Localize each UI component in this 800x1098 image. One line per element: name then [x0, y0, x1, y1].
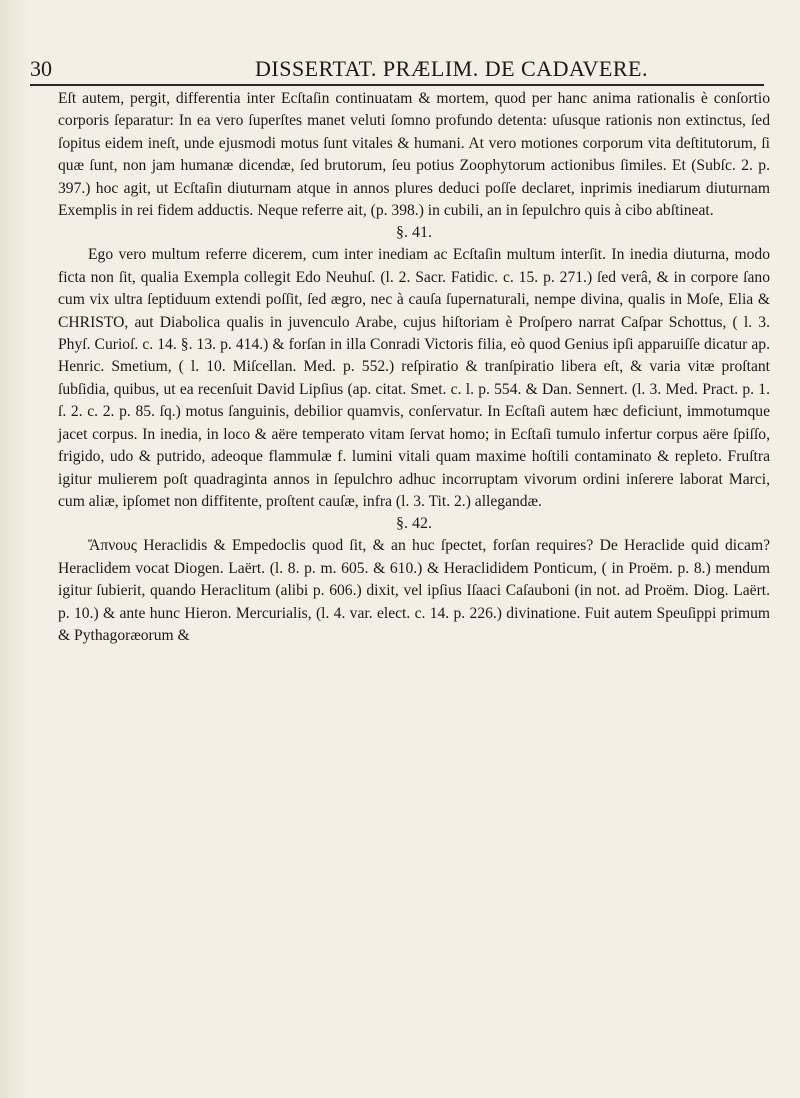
page-gutter-shadow [0, 0, 28, 1098]
section-heading-41: §. 41. [396, 224, 432, 242]
body-text [58, 88, 770, 647]
running-head [30, 56, 764, 86]
paragraph-3: Ἄπνους Heraclidis & Empedoclis quod ſit, & an huc ſpectet, forſan requires? De Heraclide quid dicam? Heraclidem vocat Diogen. Laërt. (l. 8. p. m. 605. & 610.) & Heraclididem Ponticum, ( in Proëm. p. 8.) mendum igitur ſubierit, quando Heraclitum (alibi p. 606.) dixit, vel ipſius Iſaaci Caſauboni (in not. ad Proëm. Diog. Laërt. p. 10.) & ante hunc Hieron. Mercurialis, (l. 4. var. elect. c. 14. p. 226.) divinatione. Fuit autem Speuſippi primum & Pythagoræorum & [58, 537, 770, 644]
running-title: DISSERTAT. PRÆLIM. DE CADAVERE. [255, 56, 648, 81]
paragraph-2: Ego vero multum referre dicerem, cum inter inediam ac Ecſtaſin multum interſit. In inedia diuturna, modo ficta non ſit, qualia Exempla collegit Edo Neuhuſ. (l. 2. Sacr. Fatidic. c. 15. p. 271.) ſed verâ, & in corpore ſano cum vix ultra ſeptiduum extendi poſſit, ſed ægro, nec à cauſa ſupernaturali, nempe divina, qualis in Moſe, Elia & CHRISTO, aut Diabolica qualis in juvenculo Arabe, cujus hiſtoriam è Proſpero narrat Caſpar Schottus, ( l. 3. Phyſ. Curioſ. c. 14. §. 13. p. 414.) & forſan in illa Conradi Victoris filia, eò quod Genius ipſi apparuiſſe dicatur ap. Henric. Smetium, ( l. 10. Miſcellan. Med. p. 552.) reſpiratio & tranſpiratio libera eſt, & varia vitæ proſtant ſubſidia, quibus, ut ea recenſuit David Lipſius (ap. citat. Smet. c. l. p. 554. & Dan. Sennert. (l. 3. Med. Pract. p. 1. ſ. 2. c. 2. p. 85. ſq.) motus ſanguinis, debilior quamvis, conſervatur. In Ecſtaſi autem hæc deficiunt, immotumque jacet corpus. In inedia, in loco & aëre temperato vitam ſervat homo; in Ecſtaſi tumulo infertur corpus aëre ſpiſſo, frigido, udo & putrido, adeoque flammulæ f. lumini vitali quam maxime hoſtili contaminato & repleto. Fruſtra igitur mulierem poſt quadraginta annos in ſepulchro adhuc incorruptam vivorum ordini inſerere laborat Marci, cum aliæ, ipſomet non diffitente, proſtent cauſæ, infra (l. 3. Tit. 2.) allegandæ. [58, 246, 770, 510]
header-rule [30, 84, 764, 86]
paragraph-1: Eſt autem, pergit, differentia inter Ecſtaſin continuatam & mortem, quod per hanc anima rationalis è conſortio corporis ſeparatur: In ea vero ſuperſtes manet veluti ſomno profundo detenta: uſusque rationis non extinctus, ſed ſopitus eidem ineſt, unde ejusmodi motus ſunt vitales & humani. At vero motiones corporum vita deſtitutorum, ſi quæ ſunt, non jam humanæ dicendæ, ſed brutorum, ſeu potius Zoophytorum actionibus ſimiles. Et (Subſc. 2. p. 397.) hoc agit, ut Ecſtaſin diuturnam atque in annos plures deduci poſſe declaret, inprimis inediarum diuturnam Exemplis in rei fidem adductis. Neque referre ait, (p. 398.) in cubili, an in ſepulchro quis à cibo abſtineat. [58, 90, 770, 220]
section-heading-42: §. 42. [396, 515, 432, 533]
page-number: 30 [30, 56, 52, 81]
